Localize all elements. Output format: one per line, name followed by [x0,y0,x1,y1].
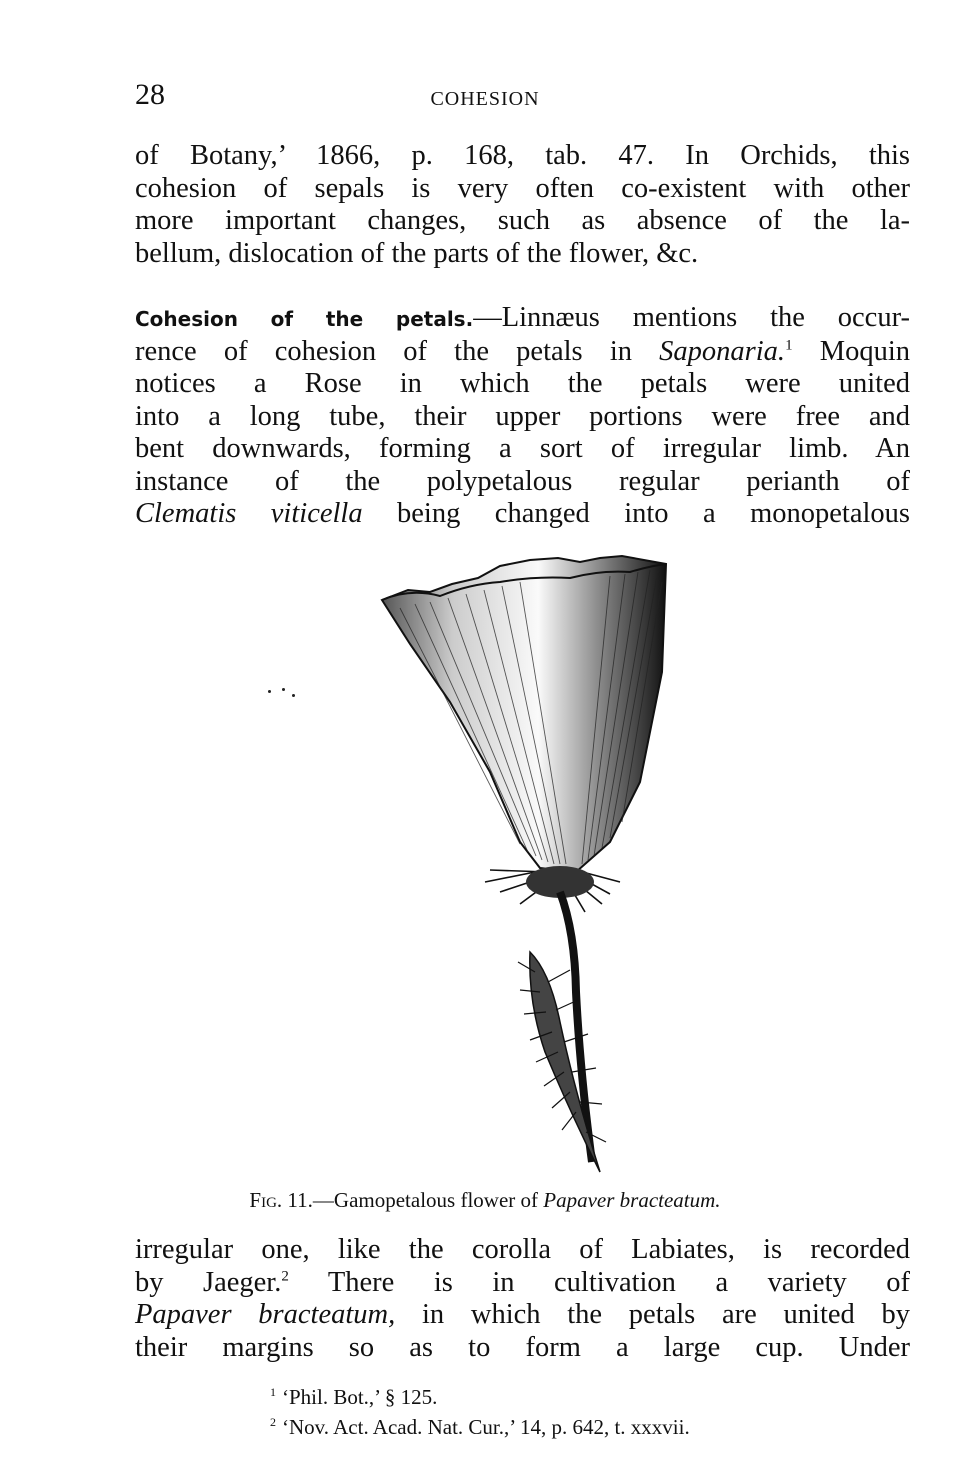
section-lead: Cohesion of the petals. [135,307,474,331]
running-head: COHESION [430,88,540,110]
text-line: instance of the polypetalous regular perianth of [135,465,910,497]
text-line [135,1299,910,1332]
text-span: rence of cohesion of the petals in [135,335,660,367]
text-line: bent downwards, forming a sort of irregular limb. An [135,433,910,464]
text-span: There is in cultivation a variety of [288,1266,910,1298]
page-number: 28 [135,78,165,111]
scan-speck [282,688,285,691]
text-line [135,302,910,336]
text-line [135,336,910,369]
footnote [270,1380,690,1410]
text-span: Moquin [792,335,910,367]
footnote-text: ‘Nov. Act. Acad. Nat. Cur.,’ 14, p. 642, t. xxxvii. [282,1415,690,1439]
footnote-mark: 1 [270,1385,276,1399]
text-span: in which the petals are united by [395,1299,910,1330]
paragraph-1 [135,140,910,270]
paragraph-2 [135,302,910,531]
figure-caption [0,1188,970,1213]
text-span: by Jaeger. [135,1266,282,1298]
scan-speck [292,694,295,697]
italic-species-name: Clematis viticella [135,498,363,529]
text-line: of Botany,’ 1866, p. 168, tab. 47. In Orchids, this [135,140,910,171]
footnote-text: ‘Phil. Bot.,’ § 125. [282,1385,438,1409]
text-line [135,498,910,531]
footnote-ref: 2 [281,1268,289,1284]
text-line: notices a Rose in which the petals were united [135,368,910,399]
text-line: their margins so as to form a large cup. Under [135,1331,910,1363]
italic-species-name: Papaver bracteatum, [135,1299,396,1330]
text-line [135,1267,910,1300]
footnotes [270,1380,690,1440]
caption-species: Papaver bracteatum. [543,1188,721,1212]
caption-text: —Gamopetalous flower of [312,1188,544,1212]
italic-species-name: Saponaria. [659,335,786,367]
paragraph-3 [135,1234,910,1364]
text-span: being changed into a monopetalous [362,498,910,529]
scan-speck [268,690,271,693]
text-line: irregular one, like the corolla of Labiates, is recorded [135,1234,910,1265]
text-line: bellum, dislocation of the parts of the flower, &c. [135,237,699,269]
text-span: —Linnæus mentions the occur- [473,302,910,333]
footnote-ref: 1 [785,337,793,353]
poppy-flower-illustration [370,552,680,1182]
text-line: more important changes, such as absence of the la- [135,205,910,236]
footnote-mark: 2 [270,1415,276,1429]
figure-label: Fig. 11. [249,1188,313,1212]
footnote [270,1410,690,1440]
text-line: cohesion of sepals is very often co-existent with other [135,172,910,204]
text-line: into a long tube, their upper portions were free and [135,400,910,432]
